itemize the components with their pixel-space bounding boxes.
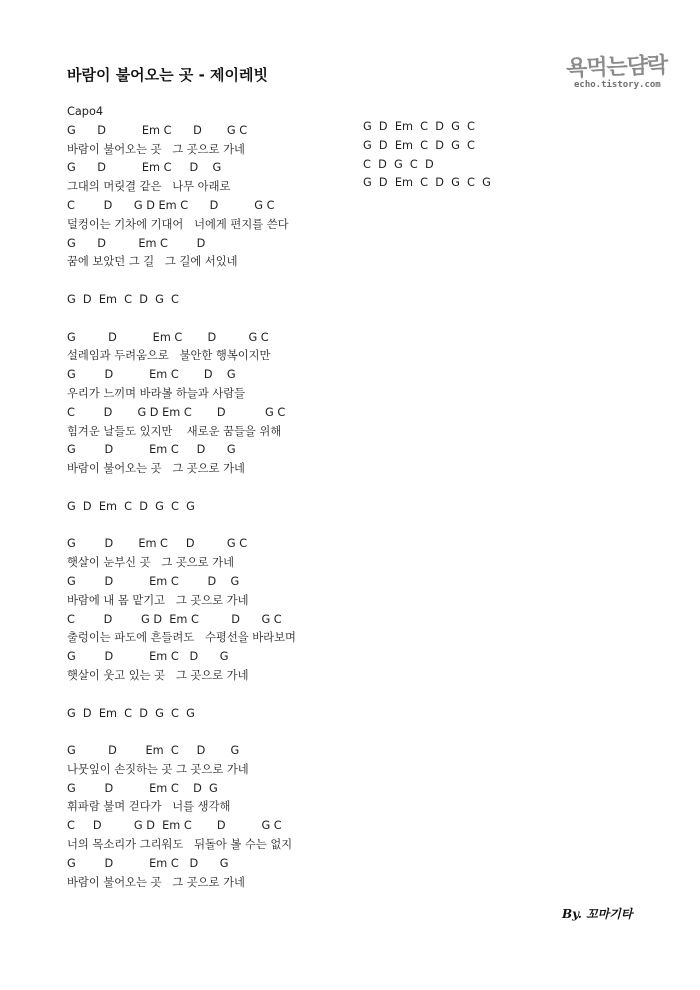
chord-line: G D Em C D G: [67, 368, 236, 382]
chord-line: G D Em C D G: [67, 161, 222, 175]
blank-line: [67, 479, 296, 498]
chord-line: C D G C D: [363, 157, 434, 171]
site-logo: [566, 50, 666, 96]
lyric-line: 꿈에 보았던 그 길 그 길에 서있네: [67, 255, 238, 269]
lyric-line: 햇살이 웃고 있는 곳 그 곳으로 가네: [67, 668, 249, 682]
blank-line: [67, 517, 296, 536]
lyric-line: 너의 목소리가 그리워도 뒤돌아 볼 수는 없지: [67, 838, 293, 852]
chord-line: G D Em C D G: [67, 650, 229, 664]
logo-url: echo.tistory.com: [574, 80, 661, 90]
lyric-line: 나뭇잎이 손짓하는 곳 그 곳으로 가네: [67, 762, 249, 776]
left-column: [67, 103, 296, 892]
chord-line: G D Em C D G: [67, 574, 240, 588]
chord-line: G D Em C D G C: [67, 292, 179, 306]
blank-line: [67, 310, 296, 329]
chord-line: G D Em C D G C G: [67, 706, 195, 720]
chord-line: G D Em C D G C: [67, 330, 269, 344]
lyric-line: 바람이 불어오는 곳 그 곳으로 가네: [67, 142, 245, 156]
chord-line: G D Em C D G C G: [67, 499, 195, 513]
blank-line: [67, 723, 296, 742]
chord-line: C D G D Em C D G C: [67, 612, 282, 626]
chord-line: G D Em C D: [67, 236, 206, 250]
lyric-line: 바람이 불어오는 곳 그 곳으로 가네: [67, 875, 245, 889]
chord-line: G D Em C D G C: [363, 120, 475, 133]
blank-line: [67, 272, 296, 291]
lyric-line: 출렁이는 파도에 흔들려도 수평선을 바라보며: [67, 631, 296, 645]
lyric-line: 힘겨운 날들도 있지만 새로운 꿈들을 위해: [67, 424, 282, 438]
chord-line: G D Em C D G C: [363, 138, 475, 152]
chord-line: G D Em C D G C: [67, 537, 248, 551]
right-column: [363, 118, 491, 193]
logo-wordmark: 욕먹는댬락: [565, 53, 668, 82]
lyric-line: 설레임과 두려움으로 불안한 행복이지만: [67, 349, 271, 363]
chord-line: C D G D Em C D G C: [67, 198, 275, 212]
song-title: 바람이 불어오는 곳 - 제이레빗: [67, 66, 268, 84]
chord-line: G D Em C D G C G: [363, 176, 491, 190]
chord-line: G D Em C D G: [67, 443, 236, 457]
chord-line: G D Em C D G: [67, 856, 229, 870]
lyric-line: 바람이 불어오는 곳 그 곳으로 가네: [67, 462, 245, 476]
chord-line: C D G D Em C D G C: [67, 819, 282, 833]
chord-line: G D Em C D G: [67, 781, 218, 795]
lyric-line: 그대의 머릿결 같은 나무 아래로: [67, 180, 231, 194]
chord-line: C D G D Em C D G C: [67, 405, 286, 419]
chord-line: G D Em C D G C: [67, 123, 248, 137]
lyric-line: 바람에 내 몸 맡기고 그 곳으로 가네: [67, 593, 249, 607]
lyric-line: 우리가 느끼며 바라볼 하늘과 사람들: [67, 386, 246, 400]
author-byline: By. 꼬마기타: [562, 907, 633, 921]
blank-line: [67, 686, 296, 705]
lyric-line: 덜컹이는 기차에 기대어 너에게 편지를 쓴다: [67, 217, 289, 231]
lyric-line: Capo4: [67, 105, 104, 118]
lyric-line: 햇살이 눈부신 곳 그 곳으로 가네: [67, 556, 235, 570]
chord-line: G D Em C D G: [67, 744, 240, 758]
lyric-line: 휘파람 불며 걷다가 너를 생각해: [67, 800, 231, 814]
